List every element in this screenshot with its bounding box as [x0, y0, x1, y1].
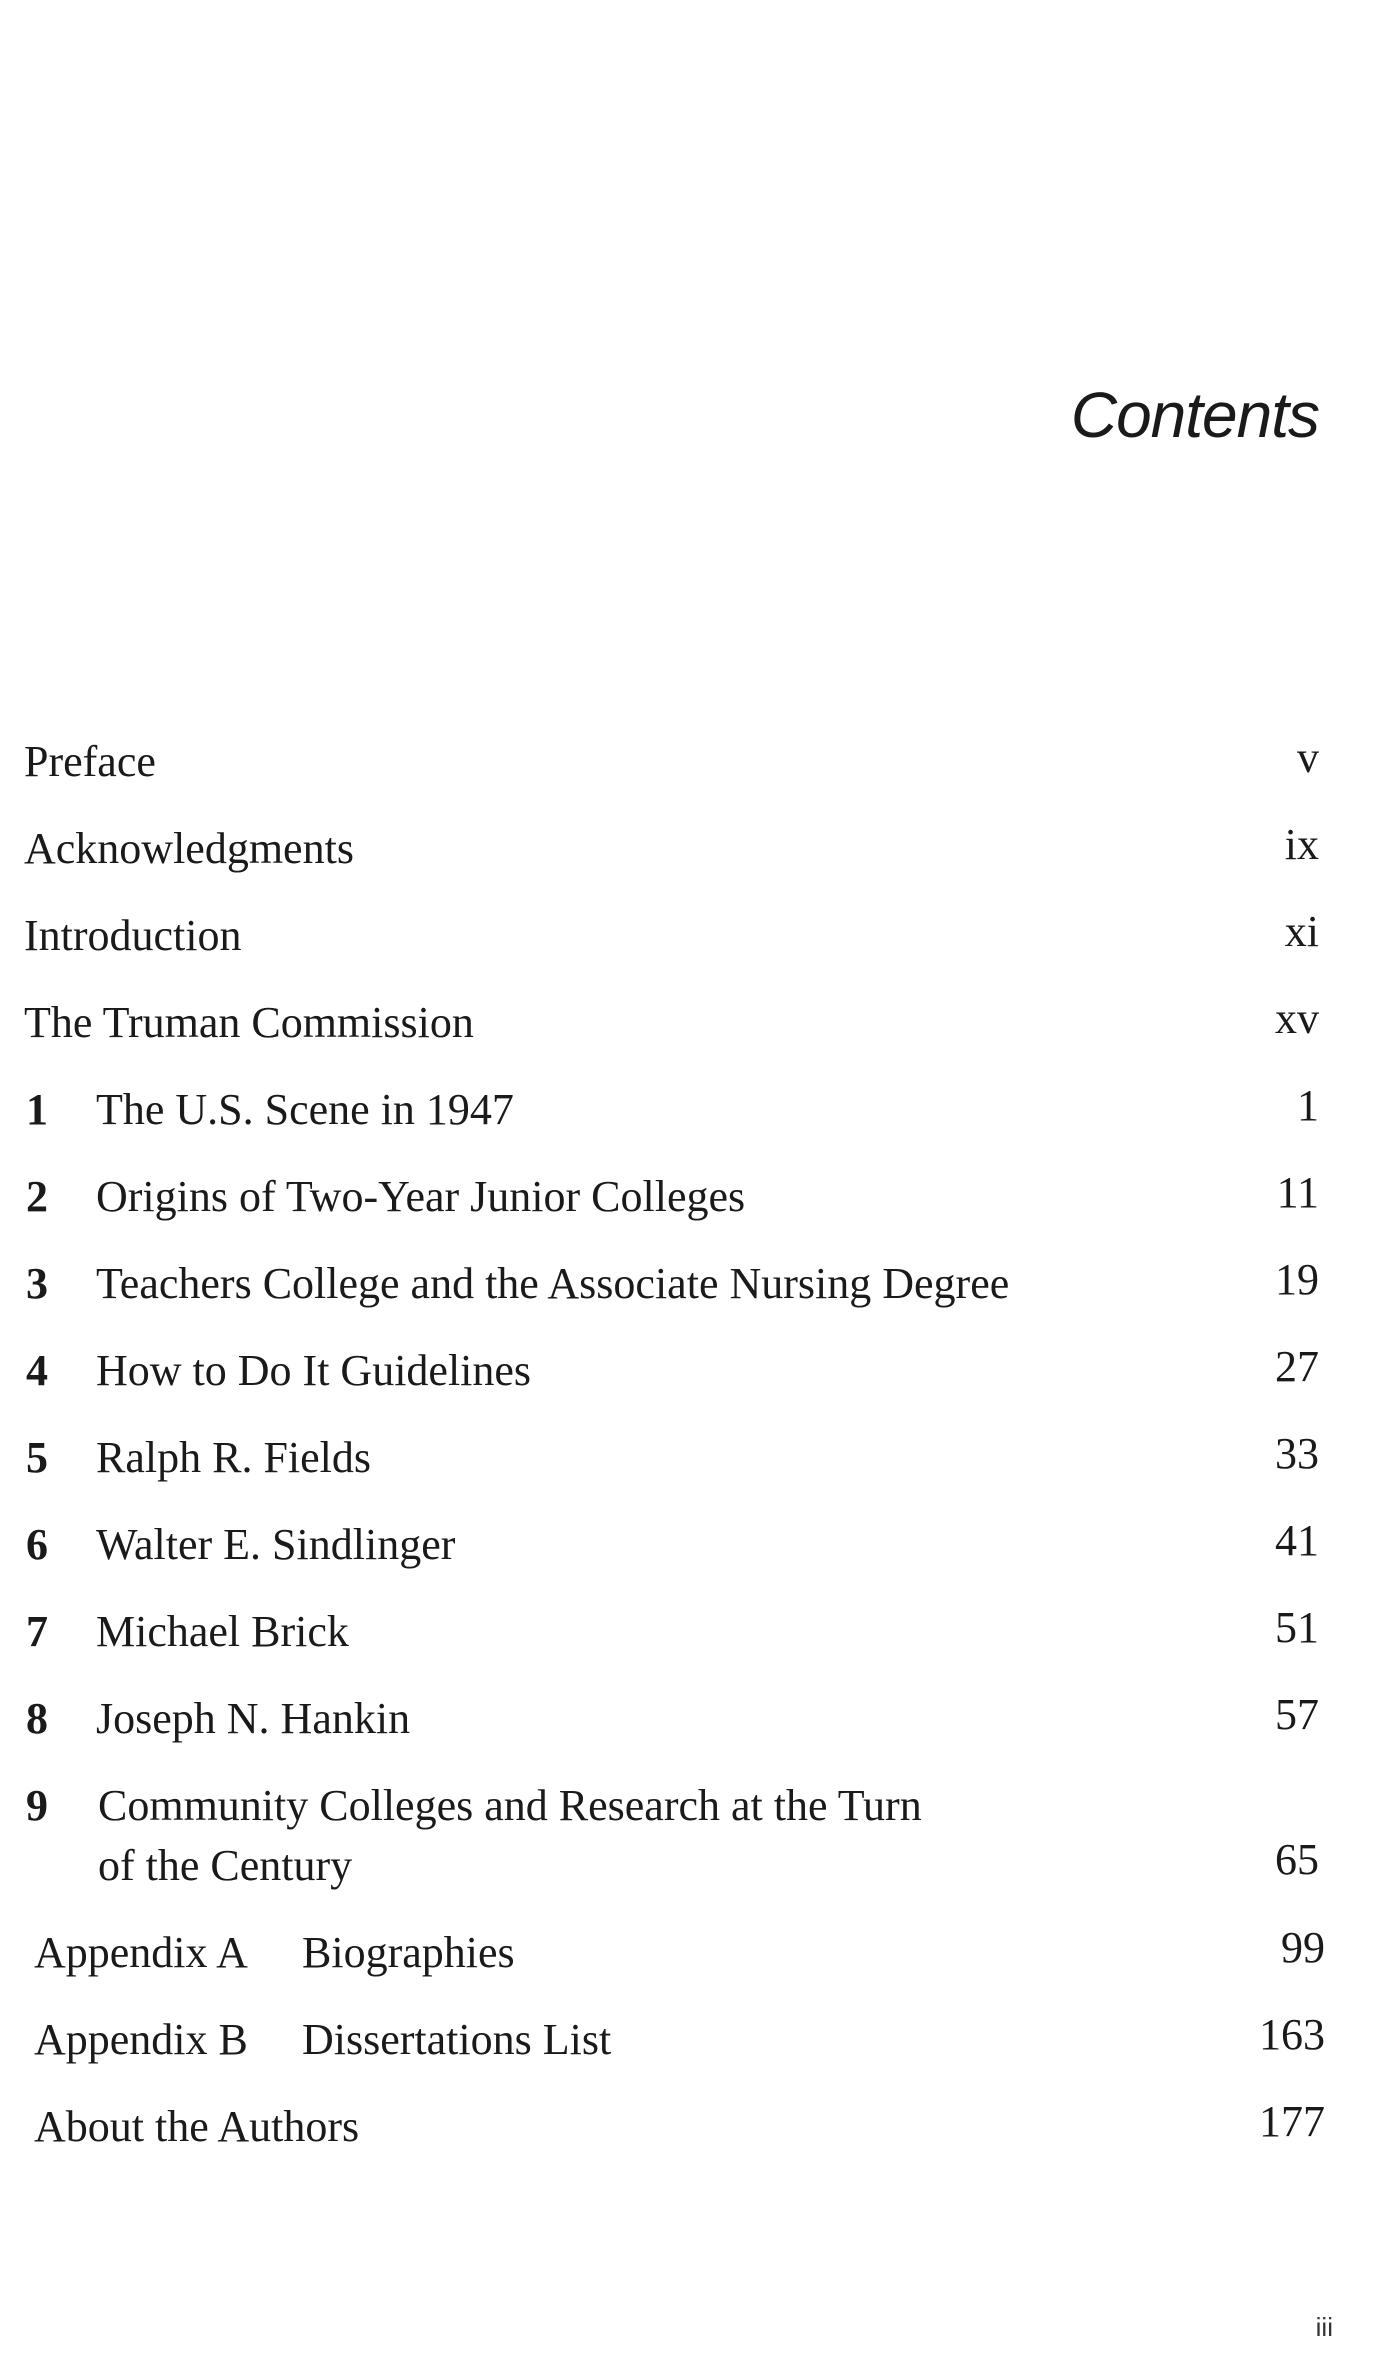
- toc-entry-introduction[interactable]: Introduction: [24, 911, 242, 960]
- toc-entry-chapter-7[interactable]: Michael Brick: [96, 1607, 349, 1656]
- chapter-number: 3: [26, 1259, 48, 1308]
- toc-page-chapter-4: 27: [1275, 1342, 1319, 1391]
- toc-entry-chapter-3[interactable]: Teachers College and the Associate Nursing Degree: [96, 1259, 1010, 1308]
- chapter-number: 1: [26, 1085, 48, 1134]
- toc-entry-chapter-5[interactable]: Ralph R. Fields: [96, 1433, 372, 1482]
- toc-page-chapter-7: 51: [1275, 1603, 1319, 1652]
- toc-page-chapter-8: 57: [1275, 1690, 1319, 1739]
- toc-entry-chapter-9[interactable]: Community Colleges and Research at the Turn: [98, 1781, 922, 1830]
- toc-entry-chapter-9-continued[interactable]: of the Century: [98, 1841, 353, 1890]
- toc-entry-preface[interactable]: Preface: [24, 737, 156, 786]
- chapter-number: 8: [26, 1694, 48, 1743]
- chapter-number: 7: [26, 1607, 48, 1656]
- toc-entry-chapter-8[interactable]: Joseph N. Hankin: [96, 1694, 411, 1743]
- toc-entry-appendix-a[interactable]: Biographies: [302, 1928, 515, 1977]
- toc-page-chapter-5: 33: [1275, 1429, 1319, 1478]
- toc-appendix-b-label[interactable]: Appendix B: [34, 2015, 248, 2064]
- toc-page-truman-commission: xv: [1275, 994, 1319, 1043]
- toc-entry-appendix-b[interactable]: Dissertations List: [302, 2015, 612, 2064]
- toc-page-appendix-b: 163: [1259, 2010, 1325, 2059]
- toc-entry-truman-commission[interactable]: The Truman Commission: [24, 998, 474, 1047]
- contents-heading: Contents: [1070, 379, 1319, 451]
- toc-page-acknowledgments: ix: [1284, 820, 1319, 869]
- toc-page-about-authors: 177: [1259, 2097, 1325, 2146]
- chapter-number: 4: [26, 1346, 48, 1395]
- toc-entry-about-authors[interactable]: About the Authors: [34, 2102, 360, 2151]
- chapter-number: 6: [26, 1520, 48, 1569]
- toc-entry-chapter-1[interactable]: The U.S. Scene in 1947: [96, 1085, 514, 1134]
- toc-entry-acknowledgments[interactable]: Acknowledgments: [24, 824, 354, 873]
- toc-page-chapter-3: 19: [1275, 1255, 1319, 1304]
- toc-page-introduction: xi: [1284, 907, 1319, 956]
- page-number: iii: [1315, 2312, 1333, 2342]
- toc-entry-chapter-4[interactable]: How to Do It Guidelines: [96, 1346, 532, 1395]
- toc-entry-chapter-2[interactable]: Origins of Two-Year Junior Colleges: [96, 1172, 746, 1221]
- chapter-number: 2: [26, 1172, 48, 1221]
- toc-page-chapter-1: 1: [1297, 1081, 1319, 1130]
- toc-page-chapter-6: 41: [1275, 1516, 1319, 1565]
- chapter-number: 9: [26, 1781, 48, 1830]
- toc-appendix-a-label[interactable]: Appendix A: [34, 1928, 248, 1977]
- toc-page-chapter-9: 65: [1275, 1835, 1319, 1884]
- toc-entry-chapter-6[interactable]: Walter E. Sindlinger: [96, 1520, 456, 1569]
- chapter-number: 5: [26, 1433, 48, 1482]
- toc-page-chapter-2: 11: [1276, 1168, 1319, 1217]
- toc-page-appendix-a: 99: [1281, 1923, 1325, 1972]
- toc-page-preface: v: [1297, 733, 1319, 782]
